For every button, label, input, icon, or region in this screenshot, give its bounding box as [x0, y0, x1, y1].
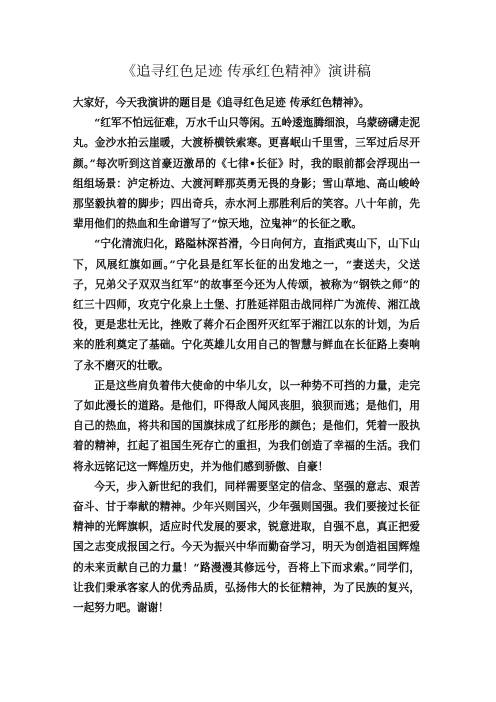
document-title: 《追寻红色足迹 传承红色精神》演讲稿 — [121, 64, 372, 80]
closing-call-paragraph: 今天，步入新世纪的我们，同样需要坚定的信念、坚强的意志、艰苦奋斗、甘于奉献的精神。少年兴则国兴，少年强则国强。我们要接过长征精神的光辉旗帜，适应时代发展的要求，锐意进取，自强不息，真正把爱国之志变成报国之行。今天为振兴中华而勤奋学习，明天为创造祖国辉煌的未来贡献自己的力量！“路漫漫其修远兮，吾将上下而求索。”同学们，让我们秉承客家人的优秀品质，弘扬伟大的长征精神，为了民族的复兴，一起努力吧。谢谢！ — [73, 480, 420, 615]
heroes-tribute-paragraph: 正是这些肩负着伟大使命的中华儿女，以一种势不可挡的力量，走完了如此漫长的道路。是他们，吓得敌人闻风丧胆，狼狈而逃；是他们，用自己的热血，将共和国的国旗抹成了红彤彤的颜色；是他们，凭着一股执着的精神，扛起了祖国生死存亡的重担，为我们创造了幸福的生活。我们将永远铭记这一辉煌历史，并为他们感到骄傲、自豪！ — [73, 379, 420, 473]
long-march-poem-paragraph: “红军不怕远征难，万水千山只等闲。五岭逶迤腾细浪，乌蒙磅礴走泥丸。金沙水拍云崖暖，大渡桥横铁索寒。更喜岷山千里雪，三军过后尽开颜。”每次听到这首豪迈激昂的《七律•长征》时，我的眼前都会浮现出一组组场景：泸定桥边、大渡河畔那英勇无畏的身影；雪山草地、高山峻岭那坚毅执着的脚步；四出奇兵，赤水河上那胜利后的笑容。八十年前，先辈用他们的热血和生命谱写了“惊天地，泣鬼神”的长征之歌。 — [73, 117, 420, 231]
ninghua-history-paragraph: “宁化清流归化，路隘林深苔滑，今日向何方，直指武夷山下，山下山下，风展红旗如画。”宁化县是红军长征的出发地之一，“妻送夫，父送子，兄弟父子双双当红军”的故事至今还为人传颂，被称为“钢铁之师”的红三十四师，攻克宁化泉上土堡、打胜延祥阻击战同样广为流传、湘江战役，更是悲壮无比，挫败了蒋介石企图歼灭红军于湘江以东的计划，为后来的胜利奠定了基础。宁化英雄儿女用自己的智慧与鲜血在长征路上奏响了永不磨灭的壮歌。 — [73, 238, 420, 372]
greeting-paragraph: 大家好，今天我演讲的题目是《追寻红色足迹 传承红色精神》。 — [73, 97, 370, 109]
